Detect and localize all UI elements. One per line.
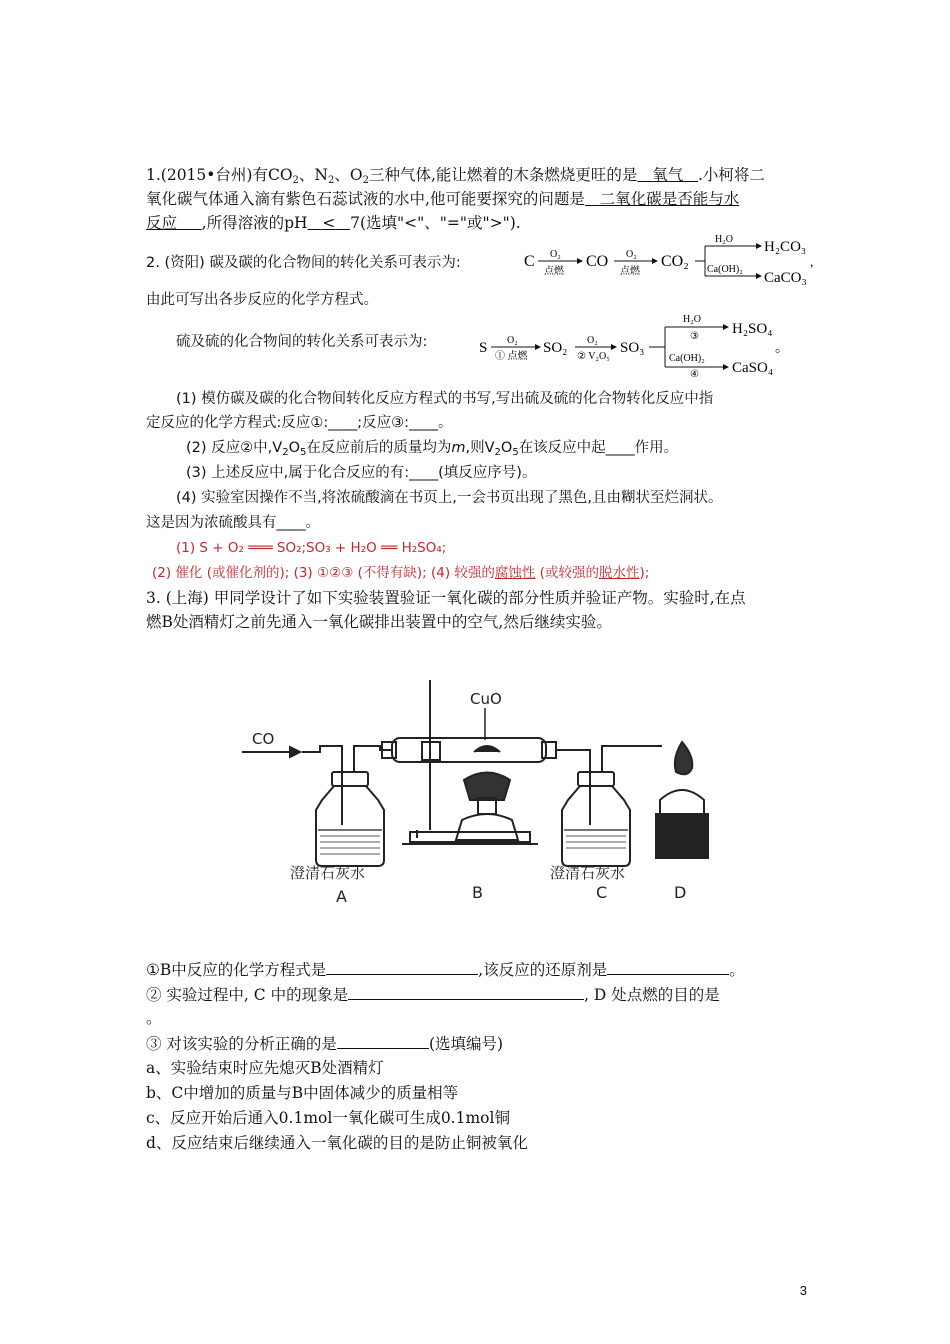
caoh2-label: Ca(OH)₂ (707, 264, 743, 275)
q1-line1: 1.(2015•台州)有$CO_2$、$N_2$、$O_2$三种气体,能让燃着的木条燃烧更旺的是 氧气 .小柯将二 (146, 166, 765, 186)
q2-part3: (3) 上述反应中,属于化合反应的有:____(填反应序号)。 (186, 465, 537, 481)
caco3-symbol: CaCO₃ (764, 270, 807, 286)
c-symbol: C (524, 253, 535, 270)
q2-part4a: (4) 实验室因操作不当,将浓硫酸滴在书页上,一会书页出现了黑色,且由糊状至烂洞状。 (176, 490, 723, 506)
label-b: B (472, 883, 483, 902)
q2-part2: (2) 反应②中$,V_2O_5$在反应前后的质量均为m,则$V_2O_5$在该反应中起____作用。 (186, 440, 679, 458)
q2-intro: 2. (资阳) 碳及碳的化合物间的转化关系可表示为: (146, 255, 461, 271)
q3-option-b: b、C中增加的质量与B中固体减少的质量相等 (146, 1084, 459, 1102)
bottle-a-label: 澄清石灰水 (290, 864, 366, 882)
reaction2-label: ② V₂O₅ (577, 351, 610, 362)
label-a: A (336, 887, 347, 906)
q1-line3: 反应 ,所得溶液的pH < 7(选填"<"、"="或">"). (146, 214, 521, 232)
page-number: 3 (799, 1283, 807, 1298)
caoh2-label-s: Ca(OH)₂ (669, 353, 705, 364)
o2-label-2: O₂ (626, 249, 637, 260)
carbon-conversion-scheme (522, 232, 817, 290)
sulfur-intro: 硫及硫的化合物间的转化关系可表示为: (176, 334, 428, 350)
q1-answer3: < (322, 214, 336, 232)
q1-line2: 氧化碳气体通入滴有紫色石蕊试液的水中,他可能要探究的问题是 二氧化碳是否能与水 (146, 190, 740, 208)
q3-option-a: a、实验结束时应先熄灭B处酒精灯 (146, 1059, 384, 1077)
so2-symbol: SO₂ (543, 340, 568, 356)
q2-answer-line1: (1) S + O₂ ═══ SO₂;SO₃ + H₂O ══ H₂SO₄; (176, 540, 447, 556)
q3-sub2-end: 。 (146, 1009, 162, 1027)
q1-answer2b: 反应 (146, 214, 178, 232)
h2co3-symbol: H₂CO₃ (764, 239, 807, 255)
svg-text:。: 。 (775, 341, 789, 356)
q3-intro-line1: 3. (上海) 甲同学设计了如下实验装置验证一氧化碳的部分性质并验证产物。实验时,在点 (146, 589, 746, 607)
h2o-label: H₂O (715, 234, 733, 245)
apparatus-diagram (242, 660, 702, 910)
h2so4-symbol: H₂SO₄ (732, 321, 773, 337)
o2-label-s2: O₂ (587, 335, 598, 346)
so3-symbol: SO₃ (620, 340, 645, 356)
fire-label-2: 点燃 (620, 266, 640, 277)
q3-option-d: d、反应结束后继续通入一氧化碳的目的是防止铜被氧化 (146, 1134, 528, 1152)
label-d: D (674, 883, 687, 902)
q2-part1b: 定反应的化学方程式:反应①:____;反应③:____。 (146, 415, 453, 431)
bottle-c-label: 澄清石灰水 (550, 864, 626, 882)
h2o-label-s: H₂O (683, 314, 701, 325)
q2-part1a: (1) 模仿碳及碳的化合物间转化反应方程式的书写,写出硫及硫的化合物转化反应中指 (176, 391, 714, 407)
q3-sub3: ③ 对该实验的分析正确的是 (选填编号) (146, 1032, 503, 1055)
o2-label-s1: O₂ (507, 335, 518, 346)
q2-part4b: 这是因为浓硫酸具有____。 (146, 515, 320, 531)
svg-text:,: , (810, 255, 814, 270)
reaction4-label: ④ (690, 369, 699, 380)
q2-line2: 由此可写出各步反应的化学方程式。 (146, 292, 378, 308)
q1-answer1: 氧气 (652, 166, 684, 184)
q1-answer2a: 二氧化碳是否能与水 (599, 190, 740, 208)
q3-sub1: ①B中反应的化学方程式是 ,该反应的还原剂是 。 (146, 958, 745, 981)
reaction1-label: ① 点燃 (495, 351, 528, 362)
q3-intro-line2: 燃B处酒精灯之前先通入一氧化碳排出装置中的空气,然后继续实验。 (146, 613, 612, 631)
fire-label-1: 点燃 (544, 266, 564, 277)
caso4-symbol: CaSO₄ (732, 360, 774, 376)
co2-symbol: CO₂ (661, 253, 689, 270)
label-c: C (596, 883, 608, 902)
s-symbol: S (479, 340, 488, 356)
co-label: CO (252, 730, 275, 748)
reaction3-label: ③ (690, 331, 699, 342)
co-symbol: CO (586, 253, 609, 270)
cuo-label: CuO (470, 690, 502, 708)
q2-answer-line2: (2) 催化 (或催化剂的); (3) ①②③ (不得有缺); (4) 较强的腐蚀性 (或较强的脱水性); (152, 565, 650, 581)
q3-sub2: ② 实验过程中, C 中的现象是 , D 处点燃的目的是 (146, 983, 720, 1006)
sulfur-conversion-scheme (477, 310, 787, 378)
o2-label-1: O₂ (550, 249, 561, 260)
q3-option-c: c、反应开始后通入0.1mol一氧化碳可生成0.1mol铜 (146, 1109, 510, 1127)
